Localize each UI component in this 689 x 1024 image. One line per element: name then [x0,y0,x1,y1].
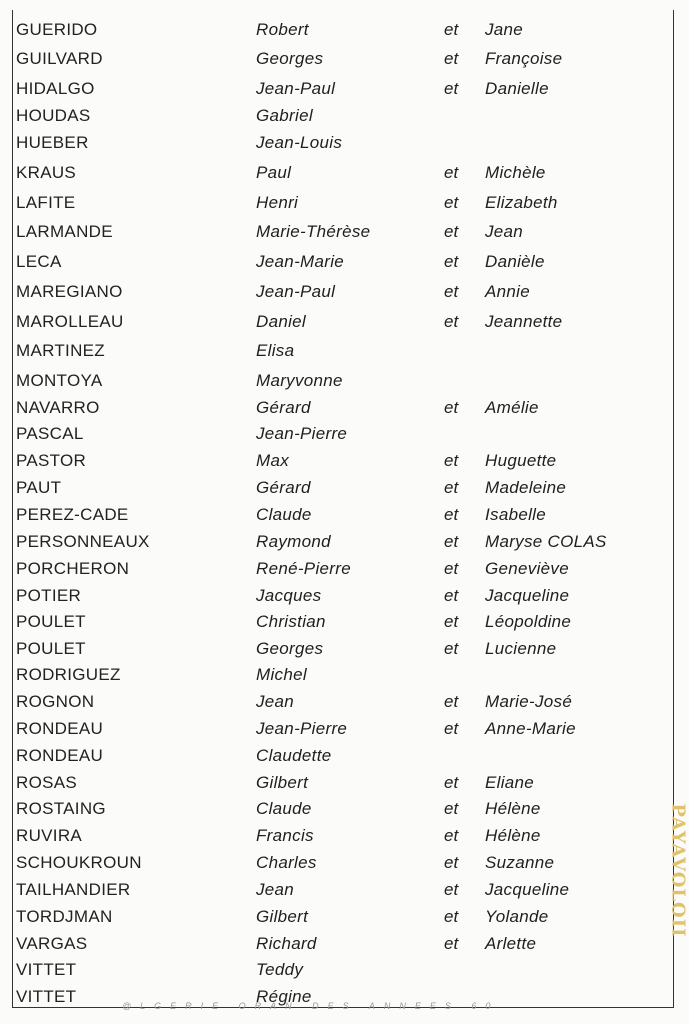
conjunction-text: et [444,692,459,711]
conjunction-text: et [444,478,459,497]
first-name-text: Henri [256,193,299,212]
list-item [0,663,689,687]
list-item [0,104,689,128]
list-item [0,396,689,420]
spouse-name-text: Madeleine [485,478,567,497]
conjunction-text: et [444,934,459,953]
first-name-text: Gérard [256,398,311,417]
conjunction-text: et [444,20,459,39]
first-name-text: Claude [256,505,312,524]
spouse-name-text: Françoise [485,49,563,68]
first-name-text: Georges [256,49,324,68]
side-watermark-text: PAYAVOLOII [668,803,688,938]
conjunction-text: et [444,880,459,899]
list-item [0,77,689,101]
conjunction-text: et [444,79,459,98]
list-item [0,191,689,215]
conjunction-text: et [444,49,459,68]
conjunction-text: et [444,586,459,605]
first-name-text: Max [256,451,290,470]
spouse-name-text: Jeannette [485,312,563,331]
first-name-text: Jean-Paul [256,79,336,98]
surname-text: PORCHERON [16,559,130,578]
list-item [0,161,689,185]
spouse-name-text: Jacqueline [485,880,570,899]
surname-text: LECA [16,252,62,271]
list-item [0,610,689,634]
conjunction-text: et [444,451,459,470]
conjunction-text: et [444,282,459,301]
first-name-text: Gérard [256,478,311,497]
first-name-text: Robert [256,20,309,39]
spouse-name-text: Anne-Marie [485,719,576,738]
surname-text: ROSAS [16,773,78,792]
first-name-text: Raymond [256,532,331,551]
list-item [0,131,689,155]
first-name-text: Marie-Thérèse [256,222,371,241]
surname-text: HOUDAS [16,106,91,125]
first-name-text: Georges [256,639,324,658]
spouse-name-text: Hélène [485,826,541,845]
list-item [0,449,689,473]
first-name-text: Christian [256,612,326,631]
list-item [0,250,689,274]
list-item [0,637,689,661]
spouse-name-text: Isabelle [485,505,546,524]
surname-text: POULET [16,612,86,631]
surname-text: MONTOYA [16,371,103,390]
surname-text: PASTOR [16,451,87,470]
surname-text: LAFITE [16,193,76,212]
spouse-name-text: Jacqueline [485,586,570,605]
spouse-name-text: Jean [485,222,524,241]
surname-text: RONDEAU [16,746,104,765]
list-item [0,797,689,821]
spouse-name-text: Lucienne [485,639,557,658]
conjunction-text: et [444,639,459,658]
conjunction-text: et [444,505,459,524]
surname-text: POULET [16,639,86,658]
conjunction-text: et [444,907,459,926]
conjunction-text: et [444,222,459,241]
surname-text: HUEBER [16,133,89,152]
surname-text: RONDEAU [16,719,104,738]
surname-text: PASCAL [16,424,84,443]
surname-text: VITTET [16,987,77,1006]
list-item [0,503,689,527]
surname-text: VARGAS [16,934,88,953]
list-item [0,584,689,608]
first-name-text: Gilbert [256,773,309,792]
side-watermark-stamp [668,760,688,990]
list-item [0,47,689,71]
conjunction-text: et [444,312,459,331]
spouse-name-text: Léopoldine [485,612,572,631]
first-name-text: Claude [256,799,312,818]
first-name-text: Gabriel [256,106,313,125]
list-item [0,958,689,982]
list-item [0,280,689,304]
surname-text: ROGNON [16,692,95,711]
spouse-name-text: Michèle [485,163,546,182]
first-name-text: René-Pierre [256,559,351,578]
surname-text: KRAUS [16,163,77,182]
page-footer: @LGERIE ORAN DES ANNEES 60 [122,1001,500,1011]
conjunction-text: et [444,853,459,872]
spouse-name-text: Yolande [485,907,549,926]
conjunction-text: et [444,163,459,182]
conjunction-text: et [444,799,459,818]
list-item [0,310,689,334]
spouse-name-text: Elizabeth [485,193,558,212]
spouse-name-text: Arlette [485,934,537,953]
surname-text: HIDALGO [16,79,95,98]
first-name-text: Elisa [256,341,295,360]
first-name-text: Jean-Pierre [256,424,348,443]
list-item [0,744,689,768]
first-name-text: Jean-Marie [256,252,345,271]
first-name-text: Michel [256,665,307,684]
spouse-name-text: Danielle [485,79,549,98]
first-name-text: Jean-Louis [256,133,343,152]
surname-text: GUILVARD [16,49,103,68]
first-name-text: Francis [256,826,314,845]
conjunction-text: et [444,612,459,631]
conjunction-text: et [444,719,459,738]
conjunction-text: et [444,532,459,551]
surname-text: TAILHANDIER [16,880,131,899]
first-name-text: Claudette [256,746,332,765]
list-item [0,369,689,393]
surname-text: PAUT [16,478,62,497]
first-name-text: Paul [256,163,292,182]
spouse-name-text: Suzanne [485,853,555,872]
spouse-name-text: Annie [485,282,530,301]
conjunction-text: et [444,193,459,212]
spouse-name-text: Danièle [485,252,545,271]
surname-text: LARMANDE [16,222,113,241]
surname-text: TORDJMAN [16,907,113,926]
spouse-name-text: Huguette [485,451,557,470]
list-item [0,771,689,795]
spouse-name-text: Hélène [485,799,541,818]
list-item [0,476,689,500]
spouse-name-text: Amélie [485,398,539,417]
surname-text: PEREZ-CADE [16,505,129,524]
list-item [0,18,689,42]
list-item [0,932,689,956]
conjunction-text: et [444,252,459,271]
first-name-text: Maryvonne [256,371,343,390]
first-name-text: Régine [256,987,312,1006]
first-name-text: Jean [256,880,295,899]
surname-text: ROSTAING [16,799,106,818]
list-item [0,878,689,902]
conjunction-text: et [444,826,459,845]
surname-text: MAREGIANO [16,282,123,301]
list-item [0,824,689,848]
list-item [0,690,689,714]
surname-text: RODRIGUEZ [16,665,121,684]
list-item [0,530,689,554]
list-item [0,339,689,363]
first-name-text: Richard [256,934,317,953]
list-item [0,851,689,875]
surname-text: GUERIDO [16,20,98,39]
first-name-text: Daniel [256,312,306,331]
spouse-name-text: Maryse COLAS [485,532,607,551]
first-name-text: Jacques [256,586,322,605]
surname-text: POTIER [16,586,82,605]
spouse-name-text: Jane [485,20,524,39]
first-name-text: Jean-Paul [256,282,336,301]
surname-text: SCHOUKROUN [16,853,142,872]
conjunction-text: et [444,773,459,792]
surname-text: RUVIRA [16,826,83,845]
first-name-text: Charles [256,853,317,872]
list-item [0,717,689,741]
list-item [0,905,689,929]
first-name-text: Jean [256,692,295,711]
list-item [0,557,689,581]
conjunction-text: et [444,559,459,578]
surname-text: MARTINEZ [16,341,105,360]
surname-text: MAROLLEAU [16,312,124,331]
spouse-name-text: Marie-José [485,692,573,711]
first-name-text: Jean-Pierre [256,719,348,738]
list-item [0,220,689,244]
first-name-text: Teddy [256,960,304,979]
conjunction-text: et [444,398,459,417]
list-item [0,422,689,446]
surname-text: NAVARRO [16,398,100,417]
first-name-text: Gilbert [256,907,309,926]
spouse-name-text: Eliane [485,773,535,792]
surname-text: PERSONNEAUX [16,532,150,551]
spouse-name-text: Geneviève [485,559,569,578]
surname-text: VITTET [16,960,77,979]
